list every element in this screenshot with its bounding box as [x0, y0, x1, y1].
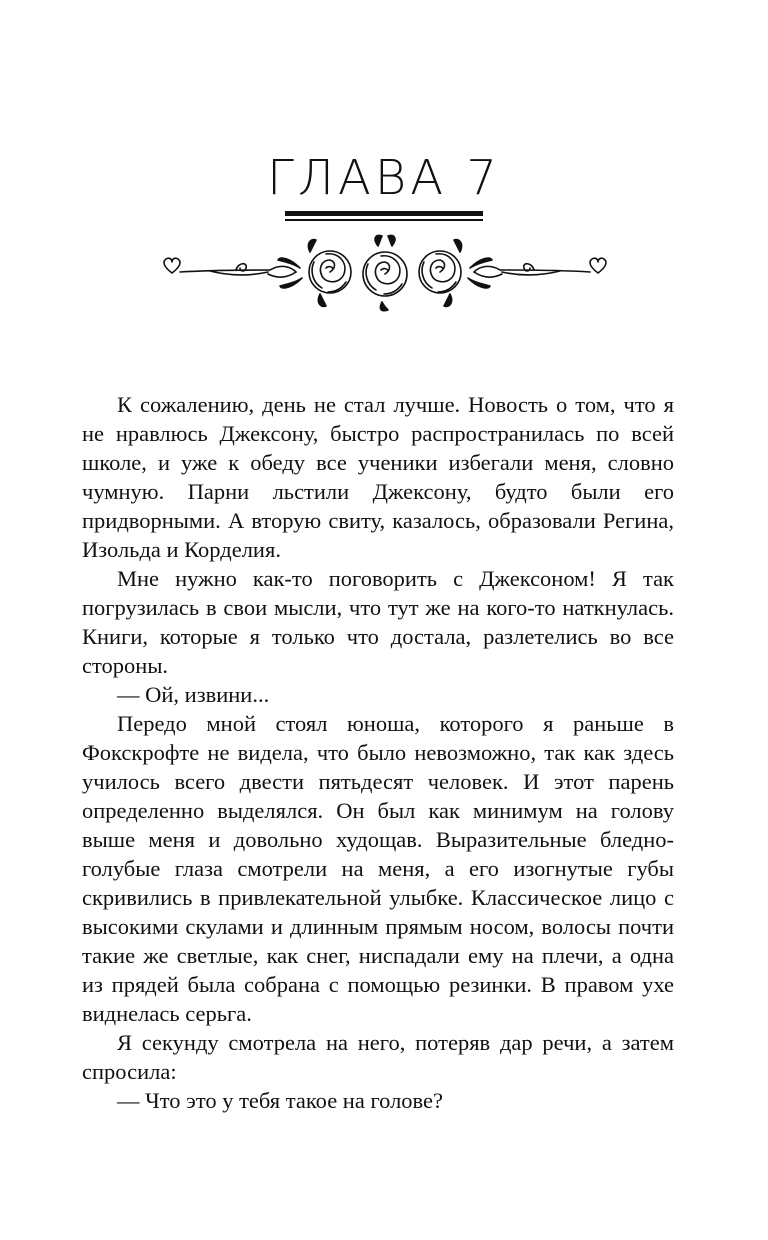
right-rose-icon	[419, 251, 461, 293]
paragraph: Передо мной стоял юноша, которого я раньше в Фокскрофте не видела, что было невозможно, так как здесь училось всего двести пятьдесят человек. И этот парень определенно выделялся. Он был как минимум на голову выше меня и довольно худощав. Выразительные бледно-голубые глаза смотрели на меня, а его изогнутые губы скривились в привлекательной улыбке. Классическое лицо с высокими скулами и длинным прямым носом, волосы почти такие же светлые, как снег, ниспадали ему на плечи, а одна из прядей была собрана с помощью резинки. В правом ухе виднелась серьга.	[82, 711, 674, 1026]
title-rule-thin-line	[285, 219, 483, 221]
paragraph: Я секунду смотрела на него, потеряв дар речи, а затем спросила:	[82, 1030, 674, 1084]
chapter-title: ГЛАВА 7	[267, 150, 501, 206]
center-rose-icon	[363, 252, 407, 296]
chapter-body-text	[82, 390, 674, 1115]
rose-vine-ornament-icon	[150, 232, 620, 314]
right-heart-icon	[590, 258, 606, 273]
title-double-rule	[285, 211, 483, 222]
left-rose-icon	[309, 251, 351, 293]
paragraph: Мне нужно как-то поговорить с Джексоном! Я так погрузилась в свои мысли, что тут же на кого-то наткнулась. Книги, которые я только что достала, разлетелись во все стороны.	[82, 566, 674, 678]
paragraph: К сожалению, день не стал лучше. Новость о том, что я не нравлюсь Джексону, быстро распространилась по всей школе, и уже к обеду все ученики избегали меня, словно чумную. Парни льстили Джексону, будто были его придворными. А вторую свиту, казалось, образовали Регина, Изольда и Корделия.	[82, 392, 674, 562]
left-heart-icon	[164, 258, 180, 273]
title-rule-thick-line	[285, 211, 483, 216]
dialogue-line: — Что это у тебя такое на голове?	[117, 1088, 444, 1113]
dialogue-line: — Ой, извини...	[117, 682, 270, 707]
